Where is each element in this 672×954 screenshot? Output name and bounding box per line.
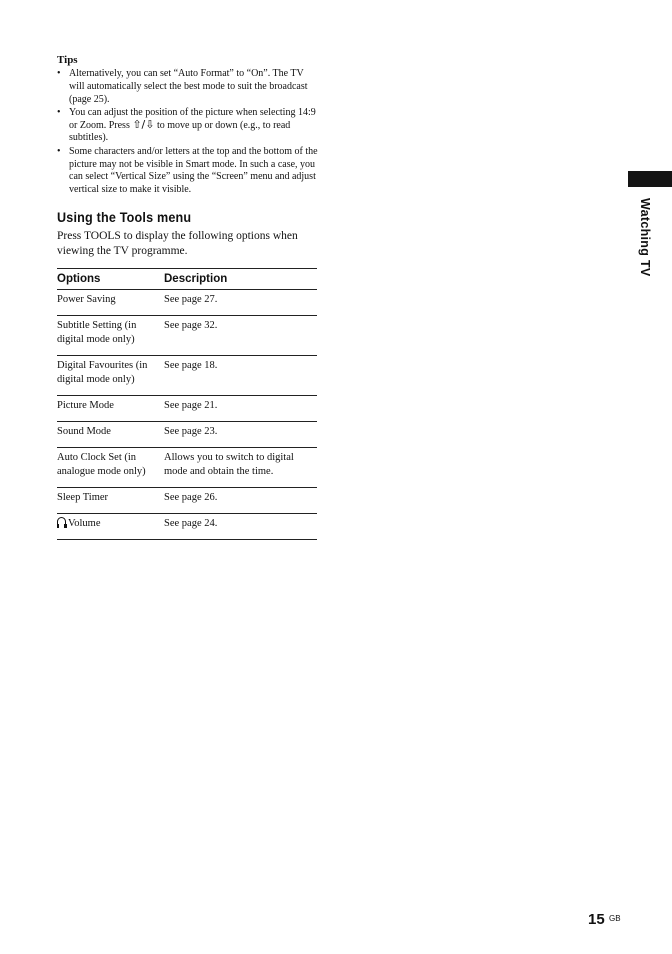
column-header: Options: [57, 269, 164, 290]
up-down-arrow-icon: ⇧/⇩: [132, 117, 155, 131]
tip-text: to move up or down (e.g., to read subtitles).: [69, 119, 291, 144]
table-row: [57, 448, 317, 488]
description-cell: See page 26.: [164, 488, 317, 514]
description-cell: See page 32.: [164, 316, 317, 356]
tip-text: Some characters and/or letters at the top and the bottom of the picture may not be visible in Smart mode. In such a case, you can select “Vertical Size” using the “Screen” menu and adjust vertical size to make it visible.: [69, 145, 318, 196]
table-row: [57, 316, 317, 356]
table-row: [57, 488, 317, 514]
description-cell: See page 27.: [164, 290, 317, 316]
list-item: • Alternatively, you can set “Auto Format” to “On”. The TV will automatically select the best mode to suit the broadcast (page 25).: [57, 68, 308, 105]
description-cell: See page 21.: [164, 396, 317, 422]
option-cell: Power Saving: [57, 290, 164, 316]
tips-list: [57, 68, 318, 197]
table-row: [57, 514, 317, 540]
chapter-tab: [628, 171, 672, 187]
page-number: 15: [588, 911, 605, 928]
tips-heading: Tips: [57, 54, 78, 66]
table-row: [57, 290, 317, 316]
table-header-row: [57, 269, 317, 290]
description-cell: See page 23.: [164, 422, 317, 448]
region-code: GB: [609, 914, 621, 923]
section-title: Using the Tools menu: [57, 209, 192, 225]
option-cell: Subtitle Setting (in digital mode only): [57, 316, 164, 356]
tip-text: Alternatively, you can set “Auto Format” to “On”. The TV will automatically select the best mode to suit the broadcast (page 25).: [69, 68, 308, 105]
description-cell: See page 24.: [164, 514, 317, 540]
list-item: • You can adjust the position of the picture when selecting 14:9 or Zoom. Press ⇧/⇩ to move up or down (e.g., to read subtitles).: [57, 106, 316, 144]
section-intro: Press TOOLS to display the following options when viewing the TV programme.: [57, 230, 298, 257]
option-cell: [57, 514, 164, 540]
table-row: [57, 422, 317, 448]
description-cell: Allows you to switch to digital mode and obtain the time.: [164, 448, 317, 488]
option-cell: Picture Mode: [57, 396, 164, 422]
option-cell: Digital Favourites (in digital mode only): [57, 356, 164, 396]
tip-text: You can adjust the position of the picture when selecting 14:9 or Zoom. Press: [69, 106, 316, 131]
table-row: [57, 356, 317, 396]
option-cell: Sleep Timer: [57, 488, 164, 514]
tools-options-table: [57, 268, 317, 540]
column-header: Description: [164, 269, 317, 290]
table-row: [57, 396, 317, 422]
list-item: • Some characters and/or letters at the top and the bottom of the picture may not be visible in Smart mode. In such a case, you can select “Vertical Size” using the “Screen” menu and adjust vertical size to make it visible.: [57, 145, 318, 196]
chapter-side-label: Watching TV: [638, 198, 652, 277]
option-cell: Auto Clock Set (in analogue mode only): [57, 448, 164, 488]
option-label: Volume: [68, 518, 101, 529]
headphone-icon: [57, 517, 66, 526]
option-cell: Sound Mode: [57, 422, 164, 448]
description-cell: See page 18.: [164, 356, 317, 396]
